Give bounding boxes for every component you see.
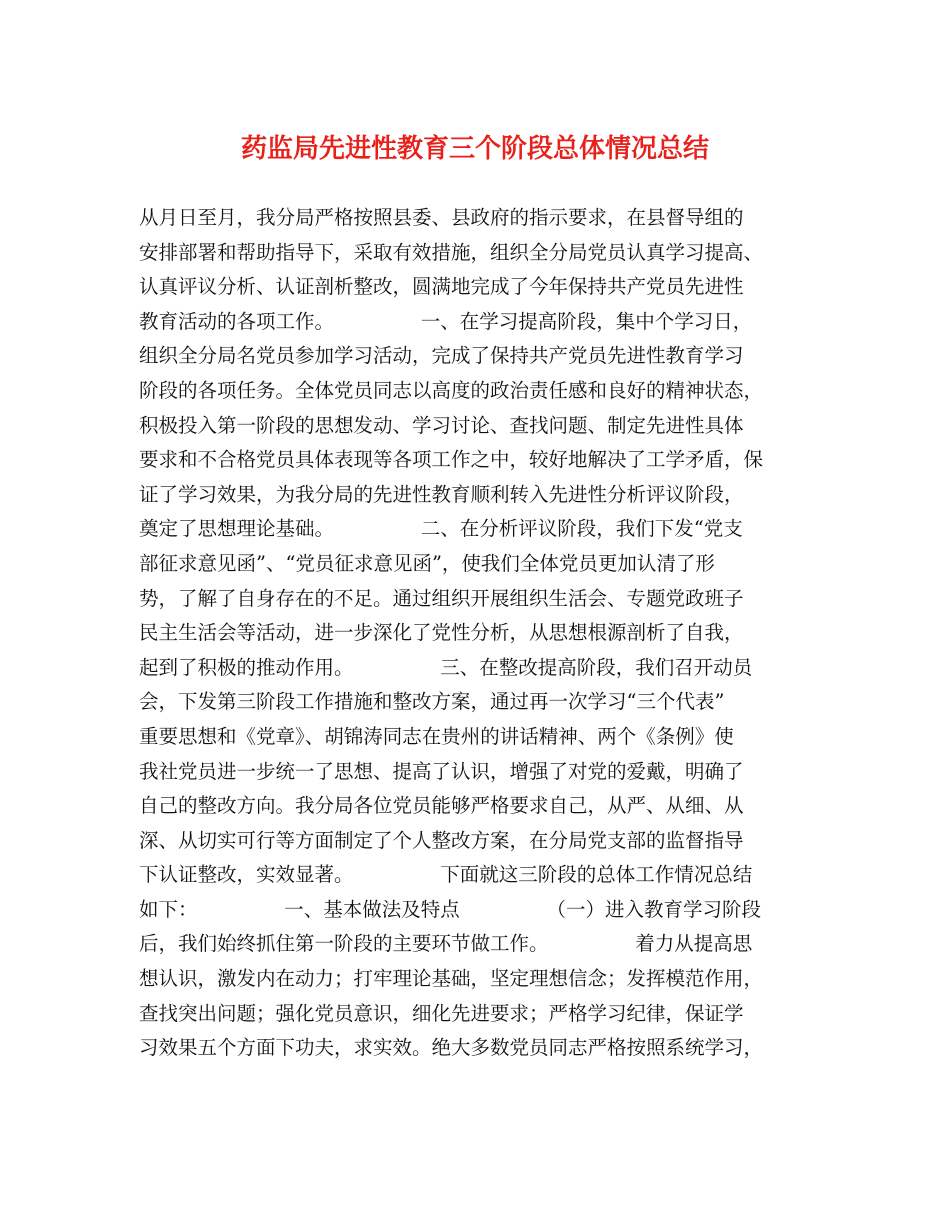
body-line: 起到了积极的推动作用。 三、在整改提高阶段，我们召开动员 bbox=[139, 655, 753, 679]
body-line: 要求和不合格党员具体表现等各项工作之中，较好地解决了工学矛盾，保 bbox=[139, 448, 764, 472]
body-line: 民主生活会等活动，进一步深化了党性分析，从思想根源剖析了自我， bbox=[139, 621, 744, 645]
body-line: 习效果五个方面下功夫，求实效。绝大多数党员同志严格按照系统学习， bbox=[139, 1036, 764, 1060]
body-line: 深、从切实可行等方面制定了个人整改方案，在分局党支部的监督指导 bbox=[139, 828, 744, 852]
document-body bbox=[139, 201, 829, 1066]
body-line: 教育活动的各项工作。 一、在学习提高阶段，集中个学习日， bbox=[139, 309, 753, 333]
body-line: 积极投入第一阶段的思想发动、学习讨论、查找问题、制定先进性具体 bbox=[139, 413, 744, 437]
body-line: 部征求意见函”、“党员征求意见函”，使我们全体党员更加认清了形 bbox=[139, 551, 715, 575]
body-line: 重要思想和《党章》、胡锦涛同志在贵州的讲话精神、两个《条例》使 bbox=[139, 724, 734, 748]
body-line: 奠定了思想理论基础。 二、在分析评议阶段，我们下发“党支 bbox=[139, 517, 743, 541]
body-line: 阶段的各项任务。全体党员同志以高度的政治责任感和良好的精神状态， bbox=[139, 378, 764, 402]
body-line: 自己的整改方向。我分局各位党员能够严格要求自己，从严、从细、从 bbox=[139, 794, 744, 818]
body-line: 想认识，激发内在动力；打牢理论基础，坚定理想信念；发挥模范作用， bbox=[139, 967, 764, 991]
body-line: 后，我们始终抓住第一阶段的主要环节做工作。 着力从提高思 bbox=[139, 932, 753, 956]
body-line: 会，下发第三阶段工作措施和整改方案，通过再一次学习“三个代表” bbox=[139, 690, 725, 714]
body-line: 认真评议分析、认证剖析整改，圆满地完成了今年保持共产党员先进性 bbox=[139, 275, 744, 299]
document-title: 药监局先进性教育三个阶段总体情况总结 bbox=[240, 134, 709, 164]
body-line: 下认证整改，实效显著。 下面就这三阶段的总体工作情况总结 bbox=[139, 863, 753, 887]
body-line: 势，了解了自身存在的不足。通过组织开展组织生活会、专题党政班子 bbox=[139, 586, 744, 610]
body-line: 安排部署和帮助指导下，采取有效措施，组织全分局党员认真学习提高、 bbox=[139, 240, 764, 264]
body-line: 组织全分局名党员参加学习活动，完成了保持共产党员先进性教育学习 bbox=[139, 344, 744, 368]
body-line: 如下： 一、基本做法及特点 （一）进入教育学习阶段 bbox=[139, 897, 762, 921]
body-line: 从月日至月，我分局严格按照县委、县政府的指示要求，在县督导组的 bbox=[139, 206, 744, 229]
body-line: 我社党员进一步统一了思想、提高了认识，增强了对党的爱戴，明确了 bbox=[139, 759, 744, 783]
body-line: 查找突出问题；强化党员意识，细化先进要求；严格学习纪律，保证学 bbox=[139, 1001, 744, 1025]
body-line: 证了学习效果，为我分局的先进性教育顺利转入先进性分析评议阶段， bbox=[139, 482, 744, 506]
